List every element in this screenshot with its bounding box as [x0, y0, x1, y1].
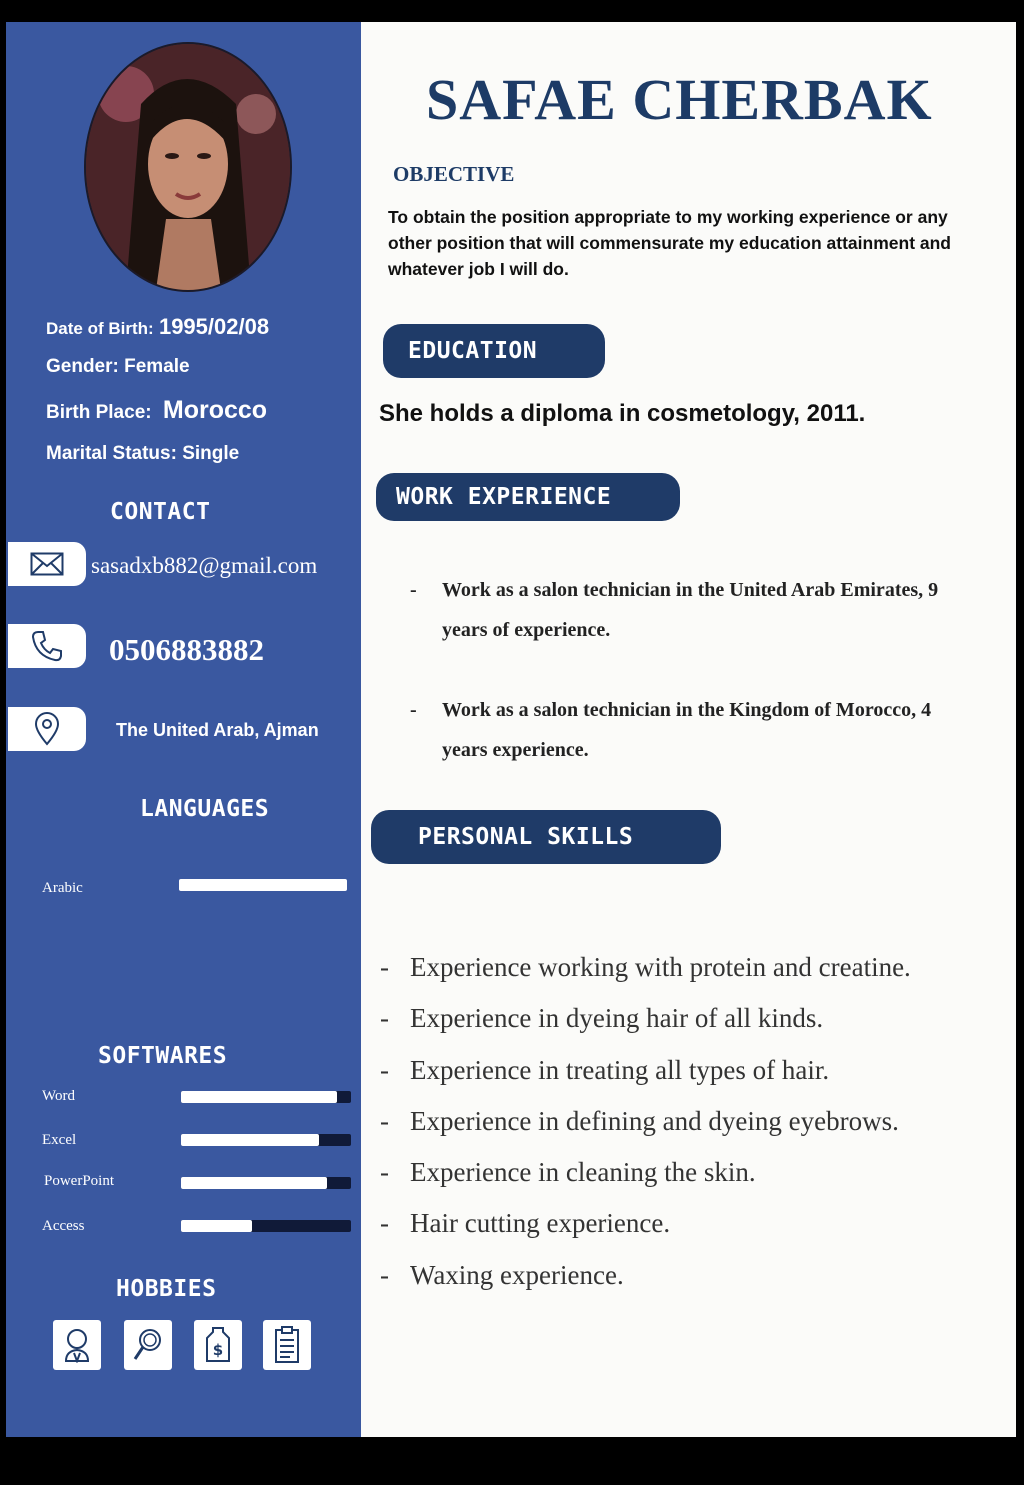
- bullet-dash: -: [380, 1259, 389, 1290]
- envelope-icon: [30, 552, 64, 576]
- birth-place-value: Morocco: [162, 396, 268, 424]
- education-text: She holds a diploma in cosmetology, 2011.: [379, 400, 866, 427]
- skill-item: [380, 1106, 1000, 1157]
- language-level-fill: [179, 879, 347, 891]
- skills-list: [380, 952, 1000, 1311]
- bullet-dash: -: [380, 1003, 389, 1034]
- work-item: [410, 570, 950, 650]
- hobby-person: [53, 1320, 101, 1370]
- work-item-text: Work as a salon technician in the Kingdom of Morocco, 4 years experience.: [442, 699, 932, 761]
- skill-item: [380, 1003, 1000, 1054]
- marital-line: Marital Status: Single: [46, 443, 240, 464]
- skill-item: [380, 1157, 1000, 1208]
- hobby-search: [124, 1320, 172, 1370]
- dob-label: Date of Birth:: [46, 319, 154, 338]
- bullet-dash: -: [410, 579, 417, 601]
- svg-text:$: $: [212, 1341, 224, 1359]
- skill-text: Waxing experience.: [410, 1259, 624, 1290]
- skill-text: Hair cutting experience.: [410, 1208, 671, 1239]
- software-level-fill-powerpoint: [181, 1177, 327, 1189]
- contact-title: CONTACT: [110, 499, 211, 525]
- sidebar: [6, 22, 361, 1437]
- bullet-dash: -: [380, 1157, 389, 1188]
- software-level-fill-word: [181, 1091, 337, 1103]
- language-level-bar: [179, 879, 347, 891]
- software-name-excel: Excel: [42, 1132, 77, 1148]
- bullet-dash: -: [380, 1105, 389, 1136]
- skill-text: Experience in defining and dyeing eyebrows.: [410, 1105, 899, 1136]
- dob-value: 1995/02/08: [158, 314, 270, 339]
- address-text: The United Arab, Ajman: [116, 720, 319, 740]
- skill-text: Experience in cleaning the skin.: [410, 1157, 756, 1188]
- software-level-bar-powerpoint: [181, 1177, 351, 1189]
- profile-photo: [84, 42, 292, 292]
- phone-text[interactable]: 0506883882: [109, 632, 264, 667]
- work-experience-heading: WORK EXPERIENCE: [376, 473, 680, 521]
- email-text[interactable]: sasadxb882@gmail.com: [91, 553, 318, 578]
- location-icon-box: [8, 707, 86, 751]
- software-level-bar-access: [181, 1220, 351, 1232]
- hobby-money: [194, 1320, 242, 1370]
- candidate-name: SAFAE CHERBAK: [426, 67, 933, 132]
- work-item-text: Work as a salon technician in the United Arab Emirates, 9 years of experience.: [442, 579, 939, 641]
- resume-page: [6, 22, 1016, 1437]
- skill-item: [380, 1260, 1000, 1311]
- work-item: [410, 690, 950, 770]
- bullet-dash: -: [380, 1054, 389, 1085]
- email-icon-box: [8, 542, 86, 586]
- money-tag-icon: [204, 1326, 232, 1364]
- languages-title: LANGUAGES: [140, 796, 270, 822]
- phone-icon: [30, 629, 64, 663]
- phone-icon-box: [8, 624, 86, 668]
- objective-title: OBJECTIVE: [393, 162, 515, 186]
- software-name-word: Word: [42, 1088, 75, 1104]
- skill-text: Experience in treating all types of hair.: [410, 1054, 830, 1085]
- bullet-dash: -: [410, 699, 417, 721]
- birth-place-label: Birth Place:: [46, 402, 152, 423]
- skill-item: [380, 1208, 1000, 1259]
- magnifier-icon: [132, 1327, 164, 1363]
- skill-item: [380, 952, 1000, 1003]
- skill-text: Experience working with protein and creatine.: [410, 952, 911, 982]
- portrait-image: [86, 44, 290, 290]
- birth-place-line: [46, 396, 267, 425]
- bullet-dash: -: [380, 1208, 389, 1239]
- hobbies-title: HOBBIES: [116, 1276, 217, 1302]
- softwares-title: SOFTWARES: [98, 1043, 228, 1069]
- education-heading: EDUCATION: [383, 324, 605, 378]
- software-name-powerpoint: PowerPoint: [44, 1173, 115, 1189]
- person-icon: [62, 1327, 92, 1363]
- software-level-bar-word: [181, 1091, 351, 1103]
- dob-line: [46, 314, 269, 340]
- hobby-checklist: [263, 1320, 311, 1370]
- language-name: Arabic: [42, 880, 83, 896]
- gender-line: Gender: Female: [46, 356, 190, 377]
- location-pin-icon: [33, 712, 61, 746]
- bullet-dash: -: [380, 952, 389, 982]
- software-level-fill-excel: [181, 1134, 319, 1146]
- software-level-fill-access: [181, 1220, 252, 1232]
- software-name-access: Access: [42, 1218, 85, 1234]
- personal-skills-heading: PERSONAL SKILLS: [371, 810, 721, 864]
- checklist-icon: [273, 1326, 301, 1364]
- software-level-bar-excel: [181, 1134, 351, 1146]
- skill-text: Experience in dyeing hair of all kinds.: [410, 1003, 824, 1034]
- skill-item: [380, 1055, 1000, 1106]
- objective-text: To obtain the position appropriate to my working experience or any other position that will commensurate my education attainment and whatever job I will do.: [388, 207, 951, 279]
